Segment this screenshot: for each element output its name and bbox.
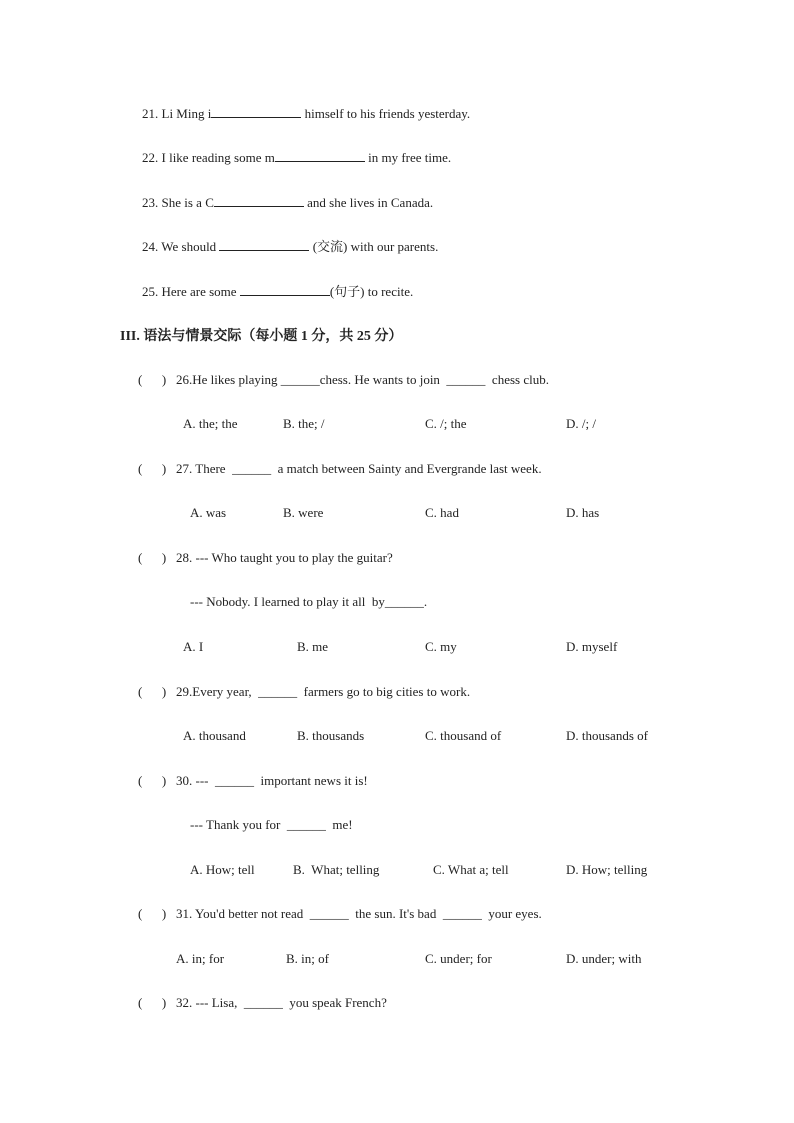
bracket[interactable]: ( ) (138, 461, 167, 476)
option-c[interactable]: C. my (425, 639, 457, 654)
dialogue-reply: --- Thank you for ______ me! (190, 817, 353, 832)
option-d[interactable]: D. myself (566, 639, 618, 654)
fill-item-22: 22. I like reading some m in my free time. (142, 150, 452, 165)
answer-blank[interactable] (275, 149, 365, 162)
option-c[interactable]: C. under; for (425, 951, 492, 966)
option-c[interactable]: C. had (425, 505, 459, 520)
question-stem-29: 29.Every year, ______ farmers go to big cities to work. (176, 684, 471, 699)
option-a[interactable]: A. I (183, 639, 204, 654)
option-a[interactable]: A. thousand (183, 728, 246, 743)
option-b[interactable]: B. the; / (283, 416, 325, 431)
option-b[interactable]: B. thousands (297, 728, 365, 743)
fill-item-21: 21. Li Ming i himself to his friends yesterday. (142, 106, 471, 121)
bracket[interactable]: ( ) (138, 995, 167, 1010)
option-c[interactable]: C. /; the (425, 416, 467, 431)
answer-blank[interactable] (219, 238, 309, 251)
fill-item-25: 25. Here are some (句子) to recite. (142, 284, 414, 299)
question-stem-26: 26.He likes playing ______chess. He wants to join ______ chess club. (176, 372, 549, 387)
bracket[interactable]: ( ) (138, 773, 167, 788)
bracket[interactable]: ( ) (138, 906, 167, 921)
question-stem-27: 27. There ______ a match between Sainty and Evergrande last week. (176, 461, 542, 476)
option-d[interactable]: D. has (566, 505, 600, 520)
option-b[interactable]: B. in; of (286, 951, 329, 966)
option-a[interactable]: A. was (190, 505, 227, 520)
option-b[interactable]: B. What; telling (293, 862, 380, 877)
option-a[interactable]: A. How; tell (190, 862, 255, 877)
option-c[interactable]: C. thousand of (425, 728, 502, 743)
option-c[interactable]: C. What a; tell (433, 862, 509, 877)
option-d[interactable]: D. How; telling (566, 862, 648, 877)
option-d[interactable]: D. thousands of (566, 728, 648, 743)
answer-blank[interactable] (214, 194, 304, 207)
option-a[interactable]: A. the; the (183, 416, 238, 431)
question-stem-28: 28. --- Who taught you to play the guitar? (176, 550, 393, 565)
bracket[interactable]: ( ) (138, 372, 167, 387)
bracket[interactable]: ( ) (138, 684, 167, 699)
question-stem-32: 32. --- Lisa, ______ you speak French? (176, 995, 387, 1010)
fill-item-24: 24. We should (交流) with our parents. (142, 239, 439, 254)
bracket[interactable]: ( ) (138, 550, 167, 565)
option-a[interactable]: A. in; for (176, 951, 225, 966)
answer-blank[interactable] (211, 105, 301, 118)
question-stem-31: 31. You'd better not read ______ the sun. It's bad ______ your eyes. (176, 906, 542, 921)
option-b[interactable]: B. me (297, 639, 329, 654)
fill-item-23: 23. She is a C and she lives in Canada. (142, 195, 434, 210)
section-title: III. 语法与情景交际（每小题 1 分，共 25 分） (120, 329, 403, 344)
option-b[interactable]: B. were (283, 505, 324, 520)
option-d[interactable]: D. /; / (566, 416, 596, 431)
dialogue-reply: --- Nobody. I learned to play it all by______. (190, 594, 428, 609)
answer-blank[interactable] (240, 283, 330, 296)
option-d[interactable]: D. under; with (566, 951, 642, 966)
question-stem-30: 30. --- ______ important news it is! (176, 773, 368, 788)
